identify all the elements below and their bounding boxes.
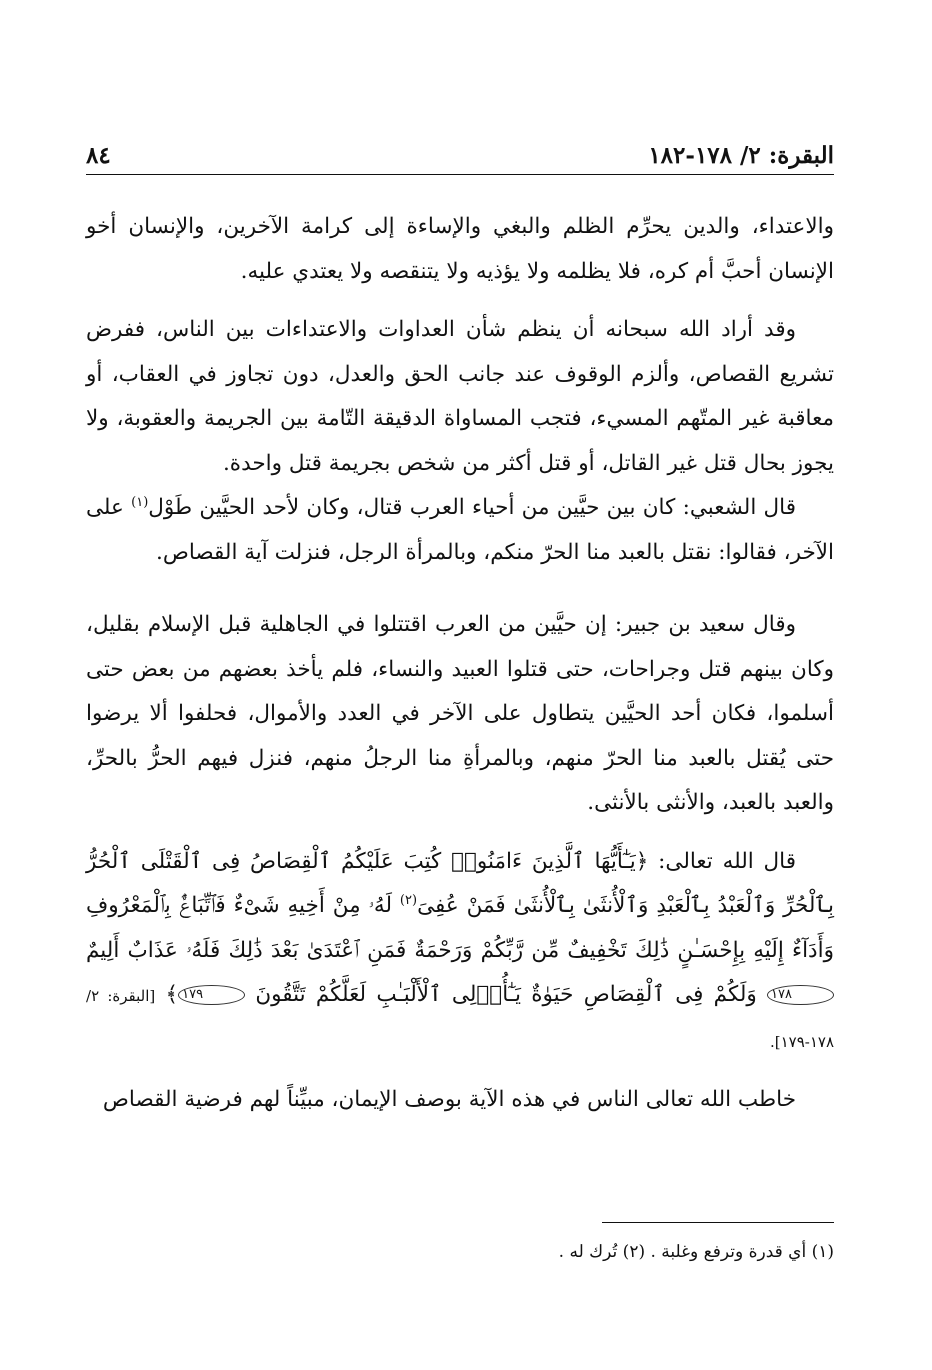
verse-intro: قال الله تعالى:	[648, 848, 796, 874]
ayah-number-178: ١٧٨	[767, 985, 834, 1005]
paragraph-2: وقد أراد الله سبحانه أن ينظم شأن العداوات والاعتداءات بين الناس، ففرض تشريع القصاص، وألزم الوقوف عند جانب الحق والعدل، دون تجاوز في العقاب، أو معاقبة غير المتّهم المسيء، فتجب المساواة الدقيقة التّامة بين الجريمة والعقوبة، ولا يجوز بحال قتل غير القاتل، أو قتل أكثر من شخص بجريمة قتل واحدة.	[86, 317, 834, 476]
footnotes: (١) أي قدرة وترفع وغلبة . (٢) تُرك له .	[558, 1242, 834, 1262]
page-body	[86, 205, 834, 1123]
quran-verse-c: وَلَكُمْ فِى ٱلْقِصَاصِ حَيَوٰةٌ يَـٰٓأُو۟لِى ٱلْأَلْبَـٰبِ لَعَلَّكُمْ تَتَّقُونَ	[245, 982, 768, 1007]
ayah-number-179: ١٧٩	[178, 985, 245, 1005]
paragraph-6: خاطب الله تعالى الناس في هذه الآية بوصف الإيمان، مبيِّناً لهم فرضية القصاص	[102, 1087, 796, 1112]
page-number: ٨٤	[86, 142, 111, 169]
paragraph-3	[86, 486, 834, 575]
quran-verse-a: ﴿يَـٰٓأَيُّهَا ٱلَّذِينَ ءَامَنُوا۟ كُتِبَ عَلَيْكُمُ ٱلْقِصَاصُ فِى ٱلْقَتْلَى ٱلْحُرُّ بِٱلْحُرِّ وَٱلْعَبْدُ بِٱلْعَبْدِ وَٱلْأُنثَىٰ بِٱلْأُنثَىٰ فَمَنْ عُفِىَ	[86, 848, 834, 918]
footnote-divider	[602, 1222, 834, 1223]
verse-citation: [البقرة: ٢/ ١٧٨-١٧٩].	[86, 987, 834, 1051]
quran-verse-b: لَهُۥ مِنْ أَخِيهِ شَىْءٌ فَٱتِّبَاعٌۢ بِٱلْمَعْرُوفِ وَأَدَآءٌ إِلَيْهِ بِإِحْسَـٰنٍ ذَٰلِكَ تَخْفِيفٌ مِّن رَّبِّكُمْ وَرَحْمَةٌ فَمَنِ ٱعْتَدَىٰ بَعْدَ ذَٰلِكَ فَلَهُۥ عَذَابٌ أَلِيمٌ	[86, 893, 834, 963]
footnote-marker-1: (١)	[131, 494, 149, 510]
paragraph-4: وقال سعيد بن جبير: إن حيَّين من العرب اقتتلوا في الجاهلية قبل الإسلام بقليل، وكان بينهم قتل وجراحات، حتى قتلوا العبيد والنساء، فلم يأخذ بعضهم من بعض حتى أسلموا، فكان أحد الحيَّين يتطاول على الآخر في العدد والأموال، فحلفوا ألا يرضوا حتى يُقتل بالعبد منا الحرّ منهم، وبالمرأةِ منا الرجلُ منهم، فنزل فيهم الحرُّ بالحرِّ، والعبد بالعبد، والأنثى بالأنثى.	[86, 612, 834, 815]
paragraph-1: والاعتداء، والدين يحرِّم الظلم والبغي والإساءة إلى كرامة الآخرين، والإنسان أخو الإنسان أحبَّ أم كره، فلا يظلمه ولا يؤذيه ولا يتنقصه ولا يعتدي عليه.	[86, 214, 834, 284]
paragraph-3-text-a: قال الشعبي: كان بين حيَّين من أحياء العرب قتال، وكان لأحد الحيَّين طَوْل	[148, 495, 796, 520]
surah-reference: البقرة: ٢/ ١٧٨-١٨٢	[648, 142, 834, 169]
paragraph-5	[86, 840, 834, 1065]
footnote-marker-2: (٢)	[399, 892, 418, 908]
paragraph-3-text-b: على الآخر، فقالوا: نقتل بالعبد منا الحرّ منكم، وبالمرأة الرجل، فنزلت آية القصاص.	[86, 495, 834, 565]
verse-close-bracket: ﴾	[155, 982, 179, 1007]
page-header	[86, 140, 834, 175]
